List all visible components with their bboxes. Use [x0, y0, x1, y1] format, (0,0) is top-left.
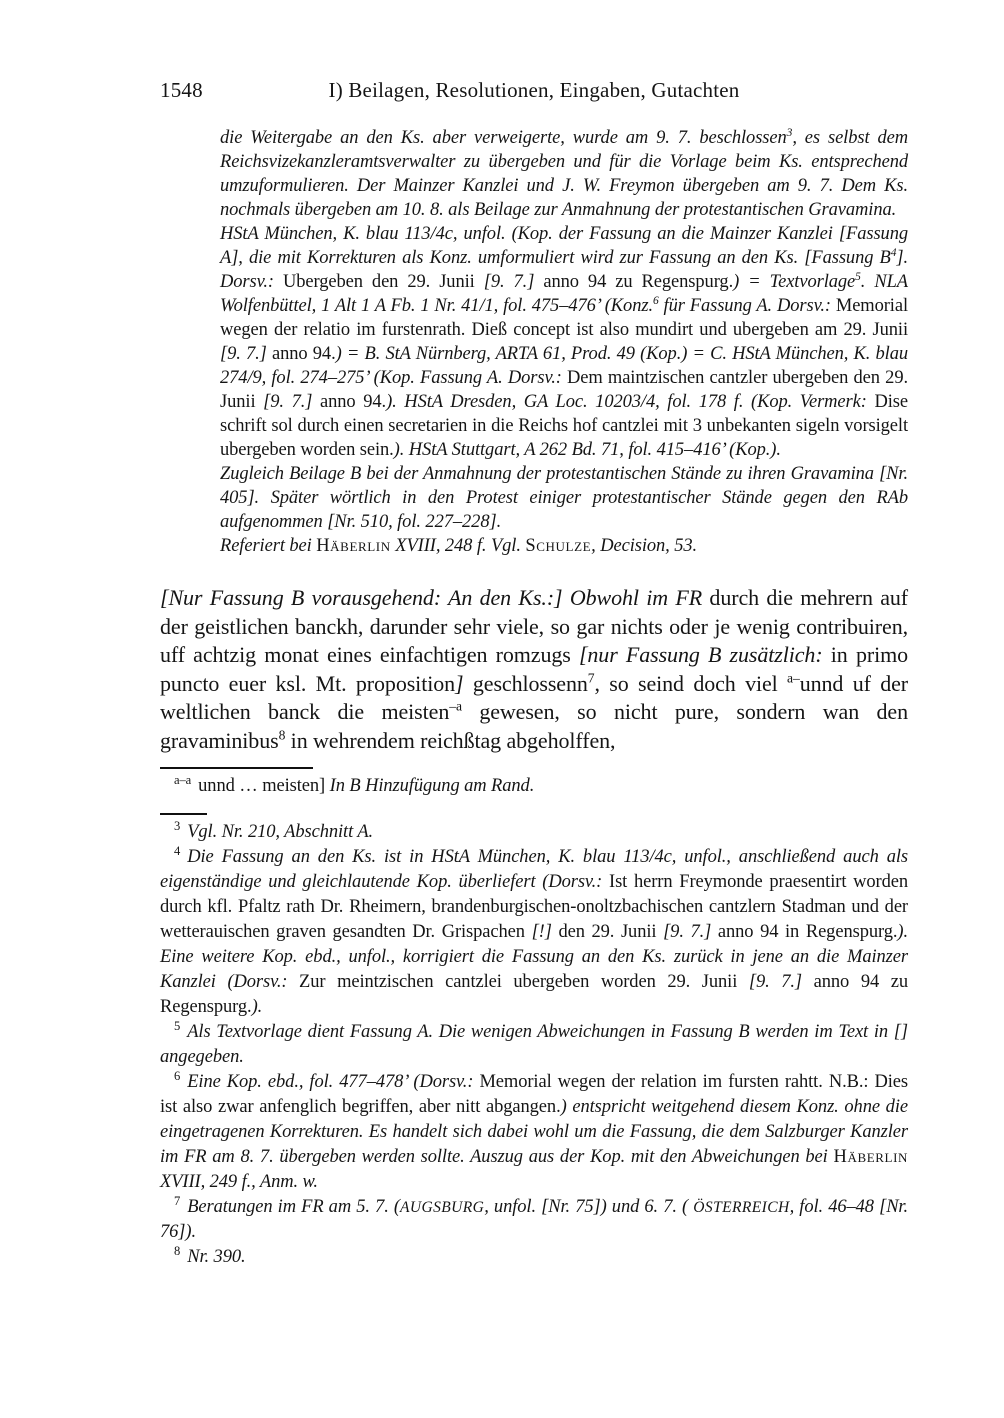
footnote-mark: 5 [174, 1018, 181, 1033]
page-header [160, 78, 908, 104]
provenance-paragraph: die Weitergabe an den Ks. aber verweigerte, wurde am 9. 7. beschlossen$^3$, es selbst dem Reichsvizekanzleramtsverwalter zu übergeben und für die Vorlage beim Ks. entsprechend umzuformulieren. Der Mainzer Kanzlei und J. W. Freymon übergeben am 9. 7. Dem Ks. nochmals übergeben am 10. 8. als Beilage zur Anmahnung der protestantischen Gravamina. [220, 126, 908, 220]
running-head: I) Beilagen, Resolutionen, Eingaben, Gutachten [328, 78, 740, 102]
footnote-7 [160, 1195, 908, 1245]
provenance-paragraph: Zugleich Beilage B bei der Anmahnung der protestantischen Stände zu ihren Gravamina [Nr. 405]. Später wörtlich in den Protest einiger protestantischer Stände gegen den RAb aufgenommen [Nr. 510, fol. 227–228]. [220, 464, 908, 532]
page-number: 1548 [160, 78, 203, 102]
main-text [160, 584, 908, 755]
footnote-separator-rule [160, 813, 207, 815]
footnote-text: Die Fassung an den Ks. ist in HStA München, K. blau 113/4c, unfol., anschließend auch als eigenständige und gleichlautende Kop. überliefert (Dorsv.: Ist herrn Freymonde praesentirt worden durch kfl. Pfaltz rath Dr. Rheimern, brandenburgischen-onoltzbachischen cantzlern Stadman und der wetterauischen graven gesandten Dr. Grispachen [!] den 29. Junii [9. 7.] anno 94 in Regenspurg.). Eine weitere Kop. ebd., unfol., korrigiert die Fassung an den Ks. zurück in jene an die Mainzer Kanzlei (Dorsv.: Zur meintzischen cantzlei ubergeben worden 29. Junii [9. 7.] anno 94 zu Regenspurg.). [160, 847, 908, 1017]
text-critical-apparatus [160, 774, 908, 799]
provenance-block [220, 126, 908, 558]
footnote-mark: 3 [174, 818, 181, 833]
footnote-text: Vgl. Nr. 210, Abschnitt A. [187, 822, 374, 842]
footnote-text: Als Textvorlage dient Fassung A. Die wenigen Abweichungen in Fassung B werden im Text in [] angegeben. [160, 1022, 908, 1067]
provenance-paragraph: HStA München, K. blau 113/4c, unfol. (Kop. der Fassung an die Mainzer Kanzlei [Fassung A], die mit Korrekturen als Konz. umformuliert wird zur Fassung an den Ks. [Fassung $B^4$]. Dorsv.: Ubergeben den 29. Junii [9. 7.] anno 94 zu Regenspurg.) = Textvorlage$^5$. NLA Wolfenbüttel, 1 Alt 1 A Fb. 1 Nr. 41/1, fol. 475–476’ (Konz.$^6$ für Fassung A. Dorsv.: Memorial wegen der relatio im furstenrath. Dieß concept ist also mundirt und ubergeben am 29. Junii [9. 7.] anno 94.) = B. StA Nürnberg, ARTA 61, Prod. 49 (Kop.) = C. HStA München, K. blau 274/9, fol. 274–275’ (Kop. Fassung A. Dorsv.: Dem maintzischen cantzler ubergeben den 29. Junii [9. 7.] anno 94.). HStA Dresden, GA Loc. 10203/4, fol. 178 f. (Kop. Vermerk: Dise schrift sol durch einen secretarien in die Reichs hof cantzlei mit 3 unbekanten sigeln vorsigelt ubergeben worden sein.). HStA Stuttgart, A 262 Bd. 71, fol. 415–416’ (Kop.). [220, 224, 908, 460]
footnote-mark: 4 [174, 843, 181, 858]
footnote-4 [160, 845, 908, 1020]
apparatus-separator-rule [160, 767, 313, 769]
footnote-5 [160, 1020, 908, 1070]
apparatus-note [160, 774, 908, 799]
footnotes-block [160, 820, 908, 1270]
footnote-text: Nr. 390. [187, 1247, 246, 1267]
footnote-mark: 8 [174, 1243, 181, 1258]
footnote-text: Eine Kop. ebd., fol. 477–478’ (Dorsv.: Memorial wegen der relation im fursten rahtt. N.B.: Dies ist also zwar anfenglich begriffen, aber nitt abgangen.) entspricht weitgehend diesem Konz. ohne die eingetragenen Korrekturen. Es handelt sich dabei wohl um die Fassung, die dem Salzburger Kanzler im FR am 8. 7. übergeben werden sollte. Auszug aus der Kop. mit den Abweichungen bei Häberlin XVIII, 249 f., Anm. w. [160, 1072, 908, 1192]
apparatus-mark: a–a [174, 772, 192, 787]
footnote-mark: 6 [174, 1068, 181, 1083]
footnote-8 [160, 1245, 908, 1270]
footnote-6 [160, 1070, 908, 1195]
footnote-3 [160, 820, 908, 845]
apparatus-note-text: unnd … meisten] In B Hinzufügung am Rand. [198, 776, 535, 796]
footnote-mark: 7 [174, 1193, 181, 1208]
main-paragraph: [Nur Fassung B vorausgehend: An den Ks.:] Obwohl im FR durch die mehrern auf der geistlichen banckh, darunder sehr viele, so gar nichts oder je wenig contribuiren, uff achtzig monat eines einfachtigen romzugs [nur Fassung B zusätzlich: in primo puncto euer ksl. Mt. proposition] geschlossenn$^7$, so seind doch viel $^{a-}$unnd uf der weltlichen banck die meisten$^{-a}$ gewesen, so nicht pure, sondern wan den gravaminibus$^8$ in wehrendem reichßtag abgeholffen, [160, 585, 908, 753]
footnote-text: Beratungen im FR am 5. 7. (AUGSBURG, unfol. [Nr. 75]) und 6. 7. ( ÖSTERREICH, fol. 46–48 [Nr. 76]). [160, 1197, 909, 1242]
provenance-paragraph: Referiert bei Häberlin XVIII, 248 f. Vgl. Schulze, Decision, 53. [220, 536, 698, 556]
text-block [160, 78, 908, 1270]
